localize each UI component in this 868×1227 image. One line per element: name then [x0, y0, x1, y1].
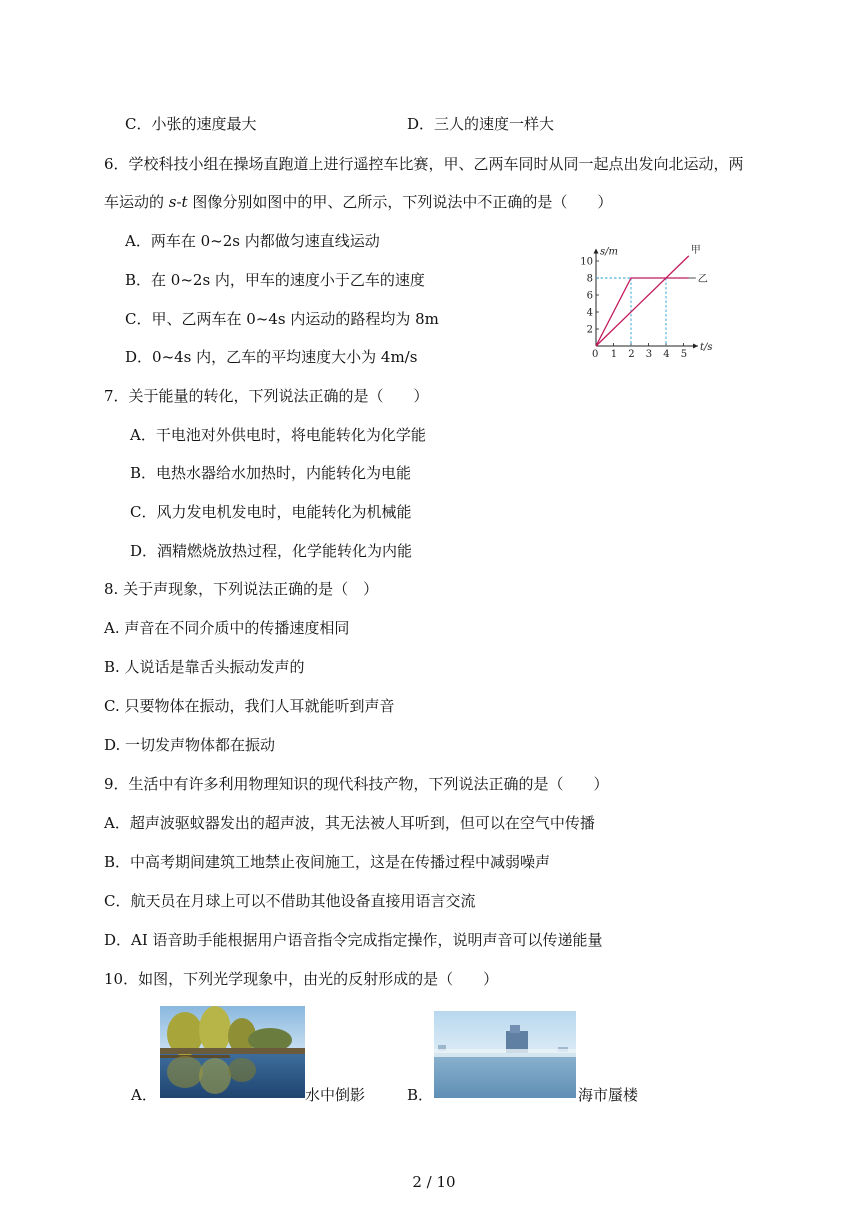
q7-option-b: B．电热水器给水加热时，内能转化为电能 [130, 464, 412, 482]
x-tick-label: 3 [645, 349, 653, 360]
q8-option-b: B. 人说话是靠舌头振动发声的 [104, 658, 305, 676]
q6-stem-post: 图像分别如图中的甲、乙所示，下列说法中不正确的是（ ） [187, 193, 613, 211]
q9-option-c: C．航天员在月球上可以不借助其他设备直接用语言交流 [104, 892, 476, 910]
q6-stem-pre: 车运动的 [104, 193, 169, 211]
q9-stem: 9．生活中有许多利用物理知识的现代科技产物，下列说法正确的是（ ） [104, 775, 609, 793]
y-axis-label: s/m [600, 246, 618, 258]
q9-option-d: D．AI 语音助手能根据用户语音指令完成指定操作，说明声音可以传递能量 [104, 931, 603, 949]
q6-option-b: B．在 0~2s 内，甲车的速度小于乙车的速度 [125, 271, 425, 289]
q10-option-b-caption: 海市蜃楼 [578, 1086, 639, 1104]
x-tick-label: 1 [610, 349, 618, 360]
x-tick-label: 5 [680, 349, 688, 360]
y-tick-label: 8 [586, 273, 593, 285]
y-tick-label: 6 [586, 290, 593, 302]
series-line-0 [596, 256, 689, 346]
x-tick-label: 4 [663, 349, 670, 360]
x-axis-arrow [693, 344, 698, 349]
x-axis-label: t/s [700, 342, 713, 353]
q7-option-d: D．酒精燃烧放热过程，化学能转化为内能 [130, 542, 413, 560]
q6-option-c: C．甲、乙两车在 0~4s 内运动的路程均为 8m [125, 310, 439, 328]
q7-option-c: C．风力发电机发电时，电能转化为机械能 [130, 503, 412, 521]
q9-option-b: B．中高考期间建筑工地禁止夜间施工，这是在传播过程中减弱噪声 [104, 853, 551, 871]
y-tick-label: 2 [586, 324, 593, 336]
q8-option-a: A. 声音在不同介质中的传播速度相同 [104, 619, 350, 637]
q8-stem: 8. 关于声现象，下列说法正确的是（ ） [104, 580, 379, 598]
q7-option-a: A．干电池对外供电时，将电能转化为化学能 [130, 426, 426, 444]
q7-stem: 7．关于能量的转化，下列说法正确的是（ ） [104, 387, 429, 405]
q10-stem: 10．如图，下列光学现象中，由光的反射形成的是（ ） [104, 970, 499, 988]
q6-option-a: A．两车在 0~2s 内都做匀速直线运动 [125, 232, 380, 250]
series-label-yi: 乙 [697, 274, 708, 285]
q10-option-a-letter: A． [131, 1086, 157, 1104]
x-tick-label: 0 [592, 349, 599, 360]
y-tick-label: 4 [586, 307, 593, 319]
q6-stem-line1: 6．学校科技小组在操场直跑道上进行遥控车比赛，甲、乙两车同时从同一起点出发向北运动，两 [104, 155, 744, 173]
page-number: 2 / 10 [412, 1173, 456, 1191]
y-tick-label: 10 [580, 256, 593, 268]
water-reflection-photo [160, 1006, 305, 1098]
q10-option-a-caption: 水中倒影 [305, 1086, 366, 1104]
st-graph [577, 230, 717, 360]
q5-option-c: C．小张的速度最大 [125, 115, 257, 133]
mirage-photo [434, 1011, 576, 1098]
q9-option-a: A．超声波驱蚊器发出的超声波，其无法被人耳听到，但可以在空气中传播 [104, 814, 595, 832]
q10-option-b-letter: B． [407, 1086, 434, 1104]
q8-option-c: C. 只要物体在振动，我们人耳就能听到声音 [104, 697, 395, 715]
q6-stem-line2 [104, 192, 612, 212]
series-label-jia: 甲 [690, 244, 701, 256]
series-line-1 [596, 278, 689, 346]
y-axis-arrow [594, 249, 599, 254]
q6-option-d: D．0~4s 内，乙车的平均速度大小为 4m/s [125, 348, 418, 366]
x-tick-label: 2 [628, 349, 635, 360]
q5-option-d: D．三人的速度一样大 [407, 115, 555, 133]
q8-option-d: D. 一切发声物体都在振动 [104, 736, 276, 754]
q6-stem-var: s-t [168, 193, 188, 211]
